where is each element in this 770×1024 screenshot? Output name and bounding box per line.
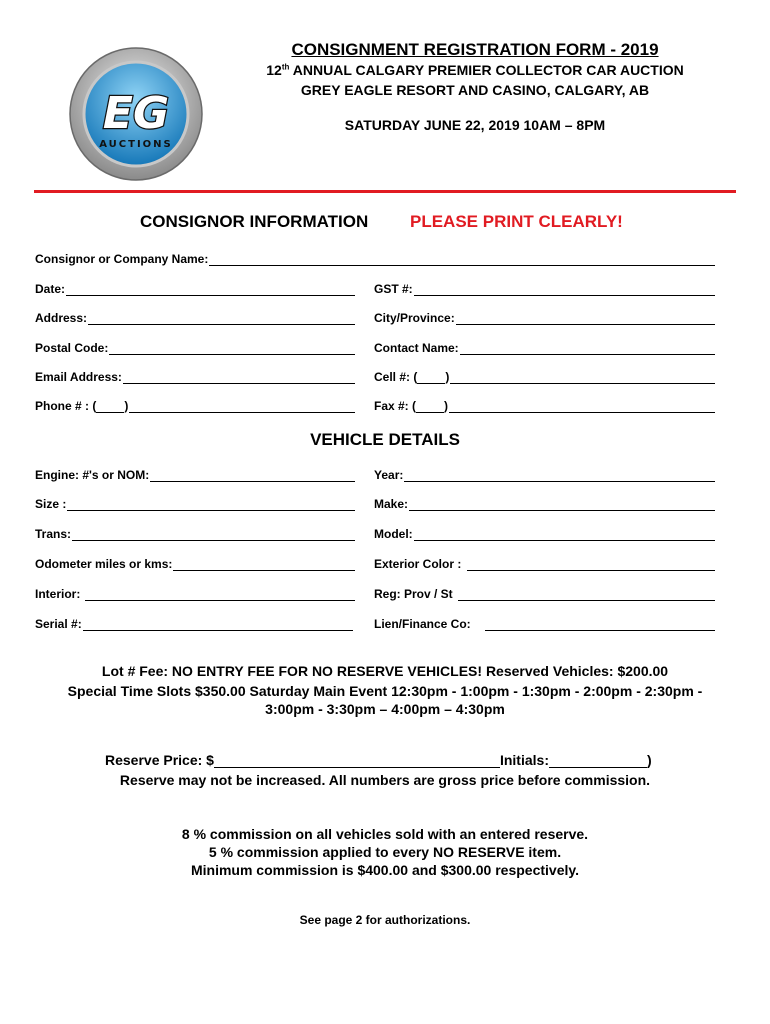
commission-line-2: 5 % commission applied to every NO RESERVE item. <box>208 844 562 860</box>
form-title: CONSIGNMENT REGISTRATION FORM - 2019 <box>291 40 659 59</box>
time-slots-line: Special Time Slots $350.00 Saturday Main Event 12:30pm - 1:00pm - 1:30pm - 2:00pm - 2:30pm - <box>67 683 703 699</box>
lien-finance-field[interactable]: Lien/Finance Co: <box>374 615 715 631</box>
consignor-heading: CONSIGNOR INFORMATION <box>140 212 369 231</box>
company-name-field[interactable]: Consignor or Company Name: <box>35 250 715 266</box>
header-divider <box>34 190 736 193</box>
initials-input[interactable] <box>549 753 647 768</box>
auction-venue: GREY EAGLE RESORT AND CASINO, CALGARY, AB <box>300 82 650 98</box>
engine-field[interactable]: Engine: #'s or NOM: <box>35 466 355 482</box>
logo-subtext: AUCTIONS <box>99 139 173 150</box>
vehicle-heading: VEHICLE DETAILS <box>310 430 460 449</box>
print-clearly-warning: PLEASE PRINT CLEARLY! <box>410 212 623 231</box>
odometer-field[interactable]: Odometer miles or kms: <box>35 555 355 571</box>
logo-letters: EG <box>102 88 170 139</box>
city-province-field[interactable]: City/Province: <box>374 309 715 325</box>
contact-name-field[interactable]: Contact Name: <box>374 339 715 355</box>
interior-field[interactable]: Interior: <box>35 585 355 601</box>
size-field[interactable]: Size : <box>35 495 355 511</box>
gst-field[interactable]: GST #: <box>374 280 715 296</box>
lot-fee-line: Lot # Fee: NO ENTRY FEE FOR NO RESERVE VEHICLES! Reserved Vehicles: $200.00 <box>101 663 669 679</box>
cell-field[interactable]: Cell #: ( ) <box>374 368 715 384</box>
model-field[interactable]: Model: <box>374 525 715 541</box>
postal-code-field[interactable]: Postal Code: <box>35 339 355 355</box>
fax-field[interactable]: Fax #: ( ) <box>374 397 715 413</box>
commission-line-1: 8 % commission on all vehicles sold with an entered reserve. <box>181 826 589 842</box>
reserve-price-label: Reserve Price: $ <box>105 752 214 768</box>
reserve-note: Reserve may not be increased. All numbers are gross price before commission. <box>119 772 651 788</box>
reserve-price-row: Reserve Price: $ Initials: ) <box>105 752 652 768</box>
address-field[interactable]: Address: <box>35 309 355 325</box>
serial-field[interactable]: Serial #: <box>35 615 353 631</box>
commission-line-3: Minimum commission is $400.00 and $300.00 respectively. <box>190 862 580 878</box>
auction-name: 12th ANNUAL CALGARY PREMIER COLLECTOR CAR AUCTION <box>266 62 684 78</box>
exterior-color-field[interactable]: Exterior Color : <box>374 555 715 571</box>
trans-field[interactable]: Trans: <box>35 525 355 541</box>
year-field[interactable]: Year: <box>374 466 715 482</box>
date-field[interactable]: Date: <box>35 280 355 296</box>
initials-label: Initials: <box>499 752 549 768</box>
see-page-2-note: See page 2 for authorizations. <box>299 913 471 927</box>
make-field[interactable]: Make: <box>374 495 715 511</box>
company-name-line[interactable] <box>209 252 715 266</box>
registration-field[interactable]: Reg: Prov / St <box>374 585 715 601</box>
reserve-price-input[interactable] <box>214 753 500 768</box>
time-slots-line-2: 3:00pm - 3:30pm – 4:00pm – 4:30pm <box>265 701 505 717</box>
email-field[interactable]: Email Address: <box>35 368 355 384</box>
auction-date: SATURDAY JUNE 22, 2019 10AM – 8PM <box>344 117 606 133</box>
phone-field[interactable]: Phone # : ( ) <box>35 397 355 413</box>
